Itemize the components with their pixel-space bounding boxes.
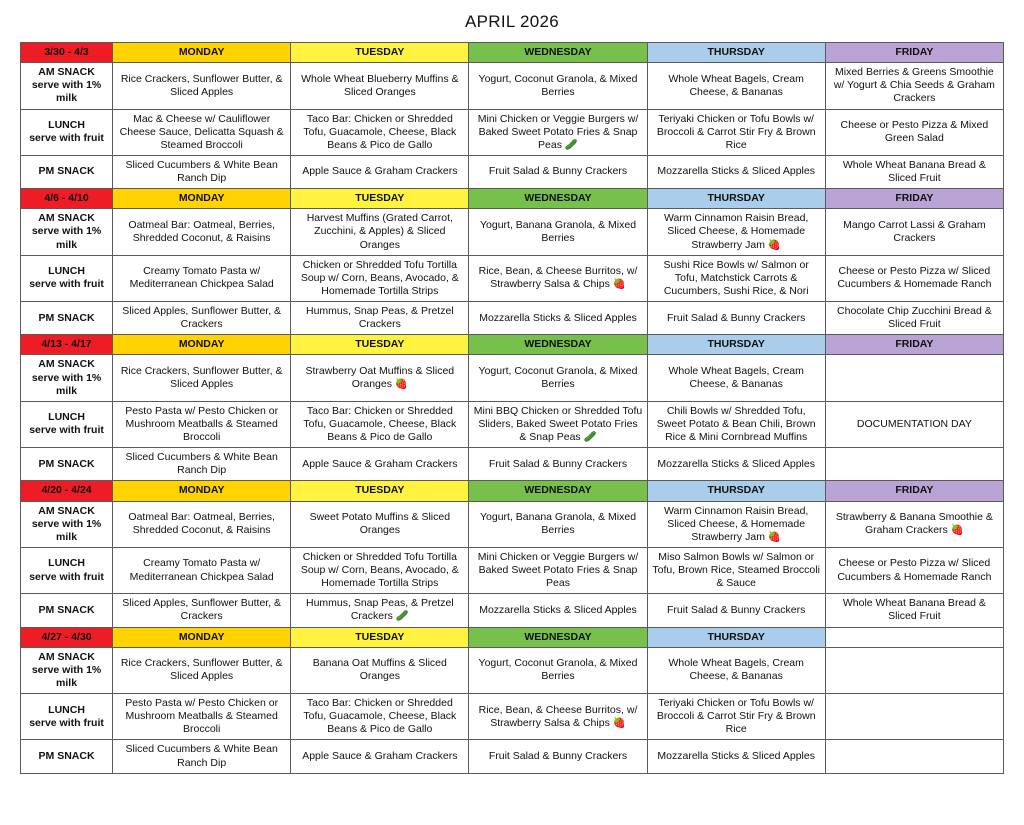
menu-cell: Sliced Apples, Sunflower Butter, & Crackers — [113, 594, 291, 627]
menu-cell: Taco Bar: Chicken or Shredded Tofu, Guacamole, Cheese, Black Beans & Pico de Gallo — [291, 694, 469, 740]
week-header-row — [21, 627, 1004, 647]
menu-cell: Hummus, Snap Peas, & Pretzel Crackers — [291, 302, 469, 335]
day-header-thursday: THURSDAY — [647, 481, 825, 501]
row-label-pm-snack: PM SNACK — [21, 302, 113, 335]
menu-cell: Oatmeal Bar: Oatmeal, Berries, Shredded Coconut, & Raisins — [113, 501, 291, 547]
am-snack-row — [21, 209, 1004, 255]
menu-cell: Fruit Salad & Bunny Crackers — [647, 594, 825, 627]
day-header-friday: FRIDAY — [825, 43, 1003, 63]
day-header-friday: FRIDAY — [825, 189, 1003, 209]
row-label-am-snack-title: AM SNACK — [38, 504, 95, 517]
menu-cell: Mini BBQ Chicken or Shredded Tofu Sliders, Baked Sweet Potato Fries & Snap Peas 🥒 — [469, 401, 647, 447]
menu-cell: Cheese or Pesto Pizza w/ Sliced Cucumbers & Homemade Ranch — [825, 255, 1003, 301]
menu-cell: Rice Crackers, Sunflower Butter, & Sliced Apples — [113, 647, 291, 693]
row-label-lunch-title: LUNCH — [48, 265, 85, 278]
week-header-row — [21, 481, 1004, 501]
lunch-row — [21, 547, 1004, 593]
menu-cell: Chicken or Shredded Tofu Tortilla Soup w/ Corn, Beans, Avocado, & Homemade Tortilla Strips — [291, 255, 469, 301]
row-label-lunch-title: LUNCH — [48, 411, 85, 424]
menu-cell: Yogurt, Banana Granola, & Mixed Berries — [469, 501, 647, 547]
day-header-monday: MONDAY — [113, 627, 291, 647]
day-header-thursday: THURSDAY — [647, 189, 825, 209]
menu-cell: Sliced Cucumbers & White Bean Ranch Dip — [113, 740, 291, 773]
row-label-am-snack — [21, 647, 113, 693]
menu-cell: Cheese or Pesto Pizza w/ Sliced Cucumbers & Homemade Ranch — [825, 547, 1003, 593]
menu-cell: Sweet Potato Muffins & Sliced Oranges — [291, 501, 469, 547]
menu-cell-empty — [825, 740, 1003, 773]
lunch-row — [21, 694, 1004, 740]
pm-snack-row — [21, 740, 1004, 773]
menu-cell: Rice Crackers, Sunflower Butter, & Sliced Apples — [113, 63, 291, 109]
menu-cell: Taco Bar: Chicken or Shredded Tofu, Guacamole, Cheese, Black Beans & Pico de Gallo — [291, 109, 469, 155]
row-label-am-snack — [21, 355, 113, 401]
day-header-tuesday: TUESDAY — [291, 43, 469, 63]
day-header-tuesday: TUESDAY — [291, 189, 469, 209]
menu-cell: Chocolate Chip Zucchini Bread & Sliced Fruit — [825, 302, 1003, 335]
row-label-am-snack-sub: serve with 1% milk — [31, 79, 102, 105]
row-label-lunch — [21, 255, 113, 301]
menu-cell: Rice Crackers, Sunflower Butter, & Sliced Apples — [113, 355, 291, 401]
menu-cell: Whole Wheat Banana Bread & Sliced Fruit — [825, 155, 1003, 188]
menu-cell: Fruit Salad & Bunny Crackers — [469, 740, 647, 773]
menu-cell: Rice, Bean, & Cheese Burritos, w/ Strawberry Salsa & Chips 🍓 — [469, 255, 647, 301]
pm-snack-row — [21, 594, 1004, 627]
menu-cell: Yogurt, Coconut Granola, & Mixed Berries — [469, 63, 647, 109]
pm-snack-row — [21, 448, 1004, 481]
lunch-row — [21, 401, 1004, 447]
menu-cell: Rice, Bean, & Cheese Burritos, w/ Strawberry Salsa & Chips 🍓 — [469, 694, 647, 740]
row-label-lunch-title: LUNCH — [48, 703, 85, 716]
menu-cell: Chili Bowls w/ Shredded Tofu, Sweet Potato & Bean Chili, Brown Rice & Mini Cornbread Muffins — [647, 401, 825, 447]
row-label-lunch — [21, 694, 113, 740]
week-header-row — [21, 43, 1004, 63]
menu-cell: Mini Chicken or Veggie Burgers w/ Baked Sweet Potato Fries & Snap Peas — [469, 547, 647, 593]
menu-cell: Yogurt, Coconut Granola, & Mixed Berries — [469, 647, 647, 693]
menu-cell: Whole Wheat Banana Bread & Sliced Fruit — [825, 594, 1003, 627]
day-header-monday: MONDAY — [113, 189, 291, 209]
menu-cell: Hummus, Snap Peas, & Pretzel Crackers 🥒 — [291, 594, 469, 627]
row-label-lunch-sub: serve with fruit — [29, 278, 104, 291]
menu-cell: Mixed Berries & Greens Smoothie w/ Yogurt & Chia Seeds & Graham Crackers — [825, 63, 1003, 109]
row-label-pm-snack: PM SNACK — [21, 448, 113, 481]
row-label-am-snack-sub: serve with 1% milk — [31, 371, 102, 397]
row-label-pm-snack: PM SNACK — [21, 594, 113, 627]
am-snack-row — [21, 355, 1004, 401]
day-header-wednesday: WEDNESDAY — [469, 189, 647, 209]
row-label-am-snack-title: AM SNACK — [38, 212, 95, 225]
day-header-tuesday: TUESDAY — [291, 627, 469, 647]
documentation-day-cell: DOCUMENTATION DAY — [825, 401, 1003, 447]
menu-cell: Miso Salmon Bowls w/ Salmon or Tofu, Brown Rice, Steamed Broccoli & Sauce — [647, 547, 825, 593]
day-header-monday: MONDAY — [113, 43, 291, 63]
day-header-wednesday: WEDNESDAY — [469, 43, 647, 63]
row-label-am-snack — [21, 501, 113, 547]
menu-cell: Mac & Cheese w/ Cauliflower Cheese Sauce, Delicatta Squash & Steamed Broccoli — [113, 109, 291, 155]
menu-cell: Strawberry Oat Muffins & Sliced Oranges 🍓 — [291, 355, 469, 401]
menu-cell: Warm Cinnamon Raisin Bread, Sliced Cheese, & Homemade Strawberry Jam 🍓 — [647, 501, 825, 547]
menu-cell: Mozzarella Sticks & Sliced Apples — [647, 448, 825, 481]
menu-cell: Warm Cinnamon Raisin Bread, Sliced Cheese, & Homemade Strawberry Jam 🍓 — [647, 209, 825, 255]
menu-cell: Apple Sauce & Graham Crackers — [291, 448, 469, 481]
menu-cell: Chicken or Shredded Tofu Tortilla Soup w/ Corn, Beans, Avocado, & Homemade Tortilla Strips — [291, 547, 469, 593]
menu-cell: Mozzarella Sticks & Sliced Apples — [647, 155, 825, 188]
day-header-thursday: THURSDAY — [647, 43, 825, 63]
menu-cell: Strawberry & Banana Smoothie & Graham Crackers 🍓 — [825, 501, 1003, 547]
menu-cell: Sliced Apples, Sunflower Butter, & Crackers — [113, 302, 291, 335]
row-label-lunch — [21, 547, 113, 593]
date-range-badge: 4/6 - 4/10 — [21, 189, 113, 209]
day-header-friday-blank — [825, 627, 1003, 647]
pm-snack-row — [21, 302, 1004, 335]
row-label-lunch-title: LUNCH — [48, 119, 85, 132]
menu-cell: Oatmeal Bar: Oatmeal, Berries, Shredded Coconut, & Raisins — [113, 209, 291, 255]
menu-cell: Mozzarella Sticks & Sliced Apples — [469, 594, 647, 627]
date-range-badge: 4/27 - 4/30 — [21, 627, 113, 647]
row-label-am-snack-sub: serve with 1% milk — [31, 517, 102, 543]
row-label-am-snack — [21, 63, 113, 109]
row-label-lunch-sub: serve with fruit — [29, 424, 104, 437]
row-label-lunch — [21, 401, 113, 447]
menu-cell: Sushi Rice Bowls w/ Salmon or Tofu, Matchstick Carrots & Cucumbers, Sushi Rice, & Nori — [647, 255, 825, 301]
row-label-am-snack — [21, 209, 113, 255]
menu-cell: Teriyaki Chicken or Tofu Bowls w/ Broccoli & Carrot Stir Fry & Brown Rice — [647, 694, 825, 740]
menu-cell: Cheese or Pesto Pizza & Mixed Green Salad — [825, 109, 1003, 155]
menu-cell: Harvest Muffins (Grated Carrot, Zucchini, & Apples) & Sliced Oranges — [291, 209, 469, 255]
menu-cell: Sliced Cucumbers & White Bean Ranch Dip — [113, 448, 291, 481]
am-snack-row — [21, 501, 1004, 547]
menu-cell: Whole Wheat Bagels, Cream Cheese, & Bananas — [647, 355, 825, 401]
date-range-badge: 4/20 - 4/24 — [21, 481, 113, 501]
row-label-am-snack-sub: serve with 1% milk — [31, 225, 102, 251]
menu-cell: Pesto Pasta w/ Pesto Chicken or Mushroom Meatballs & Steamed Broccoli — [113, 401, 291, 447]
menu-table — [20, 42, 1004, 774]
day-header-thursday: THURSDAY — [647, 335, 825, 355]
day-header-wednesday: WEDNESDAY — [469, 481, 647, 501]
lunch-row — [21, 255, 1004, 301]
row-label-lunch — [21, 109, 113, 155]
row-label-lunch-sub: serve with fruit — [29, 570, 104, 583]
menu-cell: Mozzarella Sticks & Sliced Apples — [469, 302, 647, 335]
page-title: APRIL 2026 — [464, 12, 560, 31]
day-header-friday: FRIDAY — [825, 335, 1003, 355]
row-label-am-snack-sub: serve with 1% milk — [31, 663, 102, 689]
pm-snack-row — [21, 155, 1004, 188]
menu-cell: Teriyaki Chicken or Tofu Bowls w/ Broccoli & Carrot Stir Fry & Brown Rice — [647, 109, 825, 155]
menu-cell: Banana Oat Muffins & Sliced Oranges — [291, 647, 469, 693]
menu-cell: Fruit Salad & Bunny Crackers — [469, 155, 647, 188]
menu-cell: Mango Carrot Lassi & Graham Crackers — [825, 209, 1003, 255]
menu-cell: Whole Wheat Blueberry Muffins & Sliced Oranges — [291, 63, 469, 109]
menu-cell: Fruit Salad & Bunny Crackers — [469, 448, 647, 481]
row-label-am-snack-title: AM SNACK — [38, 650, 95, 663]
menu-cell: Creamy Tomato Pasta w/ Mediterranean Chickpea Salad — [113, 255, 291, 301]
menu-cell: Mini Chicken or Veggie Burgers w/ Baked Sweet Potato Fries & Snap Peas 🥒 — [469, 109, 647, 155]
day-header-monday: MONDAY — [113, 335, 291, 355]
day-header-friday: FRIDAY — [825, 481, 1003, 501]
row-label-am-snack-title: AM SNACK — [38, 358, 95, 371]
menu-cell: Fruit Salad & Bunny Crackers — [647, 302, 825, 335]
am-snack-row — [21, 647, 1004, 693]
menu-cell: Creamy Tomato Pasta w/ Mediterranean Chickpea Salad — [113, 547, 291, 593]
row-label-pm-snack: PM SNACK — [21, 155, 113, 188]
menu-cell: Whole Wheat Bagels, Cream Cheese, & Bananas — [647, 63, 825, 109]
am-snack-row — [21, 63, 1004, 109]
row-label-am-snack-title: AM SNACK — [38, 66, 95, 79]
date-range-badge: 3/30 - 4/3 — [21, 43, 113, 63]
menu-cell: Whole Wheat Bagels, Cream Cheese, & Bananas — [647, 647, 825, 693]
day-header-wednesday: WEDNESDAY — [469, 335, 647, 355]
day-header-tuesday: TUESDAY — [291, 481, 469, 501]
week-header-row — [21, 335, 1004, 355]
menu-cell: Yogurt, Coconut Granola, & Mixed Berries — [469, 355, 647, 401]
day-header-wednesday: WEDNESDAY — [469, 627, 647, 647]
menu-cell: Apple Sauce & Graham Crackers — [291, 740, 469, 773]
menu-cell-empty — [825, 355, 1003, 401]
day-header-monday: MONDAY — [113, 481, 291, 501]
row-label-lunch-sub: serve with fruit — [29, 132, 104, 145]
menu-cell-empty — [825, 448, 1003, 481]
day-header-thursday: THURSDAY — [647, 627, 825, 647]
row-label-lunch-sub: serve with fruit — [29, 716, 104, 729]
week-header-row — [21, 189, 1004, 209]
menu-cell: Sliced Cucumbers & White Bean Ranch Dip — [113, 155, 291, 188]
row-label-lunch-title: LUNCH — [48, 557, 85, 570]
lunch-row — [21, 109, 1004, 155]
menu-cell: Taco Bar: Chicken or Shredded Tofu, Guacamole, Cheese, Black Beans & Pico de Gallo — [291, 401, 469, 447]
menu-cell: Mozzarella Sticks & Sliced Apples — [647, 740, 825, 773]
menu-cell-empty — [825, 694, 1003, 740]
row-label-pm-snack: PM SNACK — [21, 740, 113, 773]
menu-cell: Apple Sauce & Graham Crackers — [291, 155, 469, 188]
date-range-badge: 4/13 - 4/17 — [21, 335, 113, 355]
menu-cell: Yogurt, Banana Granola, & Mixed Berries — [469, 209, 647, 255]
day-header-tuesday: TUESDAY — [291, 335, 469, 355]
menu-cell: Pesto Pasta w/ Pesto Chicken or Mushroom Meatballs & Steamed Broccoli — [113, 694, 291, 740]
menu-cell-empty — [825, 647, 1003, 693]
